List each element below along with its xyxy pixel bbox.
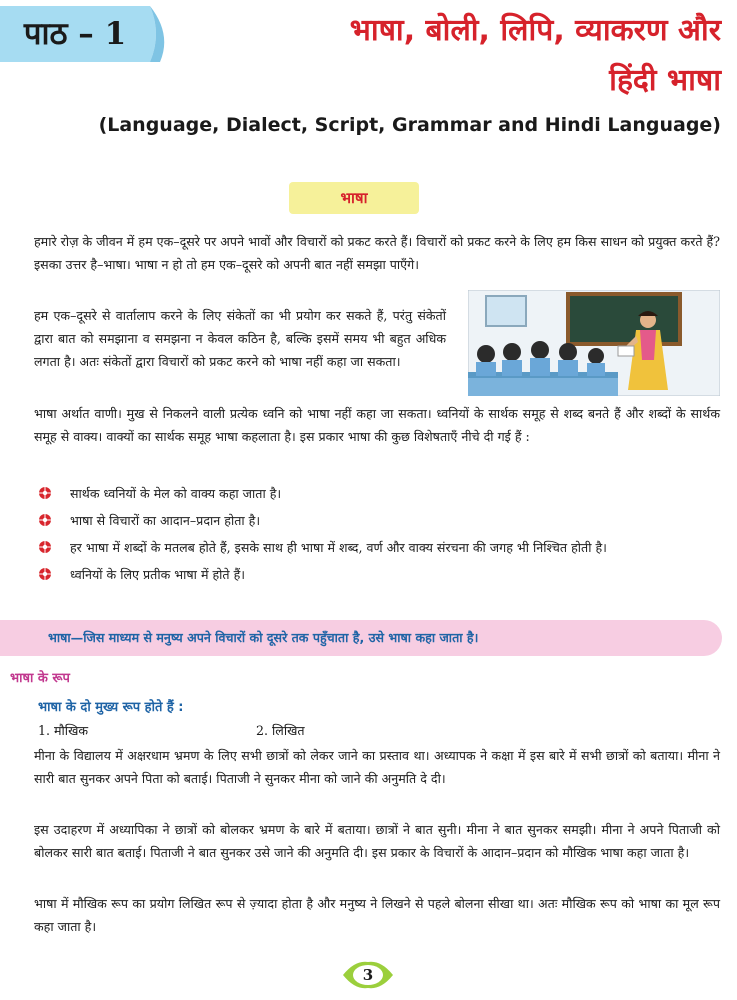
flower-bullet-icon (38, 567, 52, 581)
chapter-title-line-1: भाषा, बोली, लिपि, व्याकरण और (349, 13, 721, 48)
lesson-tab (0, 4, 170, 64)
definition-text: भाषा—जिस माध्यम से मनुष्य अपने विचारों को दूसरे तक पहुँचाता है, उसे भाषा कहा जाता है। (48, 630, 479, 645)
paragraph-speech: भाषा अर्थात वाणी। मुख से निकलने वाली प्रत्येक ध्वनि को भाषा नहीं कहा जा सकता। ध्वनियों के सार्थक समूह से शब्द बनते हैं और शब्दों के सार्थक समूह से वाक्य। वाक्यों का सार्थक समूह भाषा कहलाता है। इस प्रकार भाषा की कुछ विशेषताएँ नीचे दी गई हैं : (34, 406, 720, 444)
section-heading: भाषा (289, 182, 419, 214)
chapter-subtitle-english: (Language, Dialect, Script, Grammar and Hindi Language) (98, 114, 721, 136)
forms-intro: भाषा के दो मुख्य रूप होते हैं : (38, 700, 184, 715)
list-item (38, 509, 720, 532)
paragraph-example: मीना के विद्यालय में अक्षरधाम भ्रमण के लिए सभी छात्रों को लेकर जाने का प्रस्ताव था। अध्यापक ने कक्षा में इस बारे में सभी छात्रों को बताया। मीना ने सारी बात सुनकर अपने पिता को बताई। पिताजी ने सुनकर मीना को जाने की अनुमति दे दी। (34, 748, 720, 786)
flower-bullet-icon (38, 513, 52, 527)
definition-box (0, 620, 722, 656)
paragraph-signs: हम एक–दूसरे से वार्तालाप करने के लिए संकेतों का भी प्रयोग कर सकते हैं, परंतु संकेतों द्वारा बात को समझाना व समझना न केवल कठिन है, बल्कि इसमें समय भी बहुत अधिक लगता है। अतः संकेतों द्वारा विचारों को प्रकट करने को भाषा नहीं कहा जा सकता। (34, 308, 446, 369)
chapter-title-line-2: हिंदी भाषा (609, 63, 721, 98)
list-item-text: हर भाषा में शब्दों के मतलब होते हैं, इसके साथ ही भाषा में शब्द, वर्ण और वाक्य संरचना की जगह भी निश्चित होती है। (70, 540, 607, 555)
paragraph-explanation: इस उदाहरण में अध्यापिका ने छात्रों को बोलकर भ्रमण के बारे में बताया। छात्रों ने बात सुनी। मीना ने बात सुनकर समझी। मीना ने अपने पिताजी को बोलकर सारी बात बताई। पिताजी ने बात सुनकर उसे जाने की अनुमति दी। इस प्रकार के विचारों के आदान–प्रदान को मौखिक भाषा कहा जाता है। (34, 822, 720, 860)
page-number-badge (343, 960, 393, 990)
list-item-text: ध्वनियों के लिए प्रतीक भाषा में होते हैं। (70, 567, 246, 582)
list-item (38, 536, 720, 559)
classroom-teacher-illustration (468, 290, 720, 396)
form-item-written: 2. लिखित (256, 723, 305, 738)
list-item-text: भाषा से विचारों का आदान–प्रदान होता है। (70, 513, 261, 528)
list-item (38, 563, 720, 586)
paragraph-oral-form: भाषा में मौखिक रूप का प्रयोग लिखित रूप से ज़्यादा होता है और मनुष्य ने लिखने से पहले बोलना सीखा था। अतः मौखिक रूप को भाषा का मूल रूप कहा जाता है। (34, 896, 720, 934)
flower-bullet-icon (38, 486, 52, 500)
forms-heading: भाषा के रूप (10, 671, 70, 686)
features-list (38, 482, 720, 590)
paragraph-intro: हमारे रोज़ के जीवन में हम एक–दूसरे पर अपने भावों और विचारों को प्रकट करते हैं। विचारों को प्रकट करने के लिए हम किस साधन को प्रयुक्त करते हैं? इसका उत्तर है–भाषा। भाषा न हो तो हम एक–दूसरे को अपनी बात नहीं समझा पाएँगे। (34, 234, 720, 272)
page-number: 3 (362, 966, 374, 984)
flower-bullet-icon (38, 540, 52, 554)
list-item (38, 482, 720, 505)
form-item-oral: 1. मौखिक (38, 723, 89, 738)
lesson-label: पाठ – 1 (23, 16, 127, 52)
list-item-text: सार्थक ध्वनियों के मेल को वाक्य कहा जाता है। (70, 486, 282, 501)
